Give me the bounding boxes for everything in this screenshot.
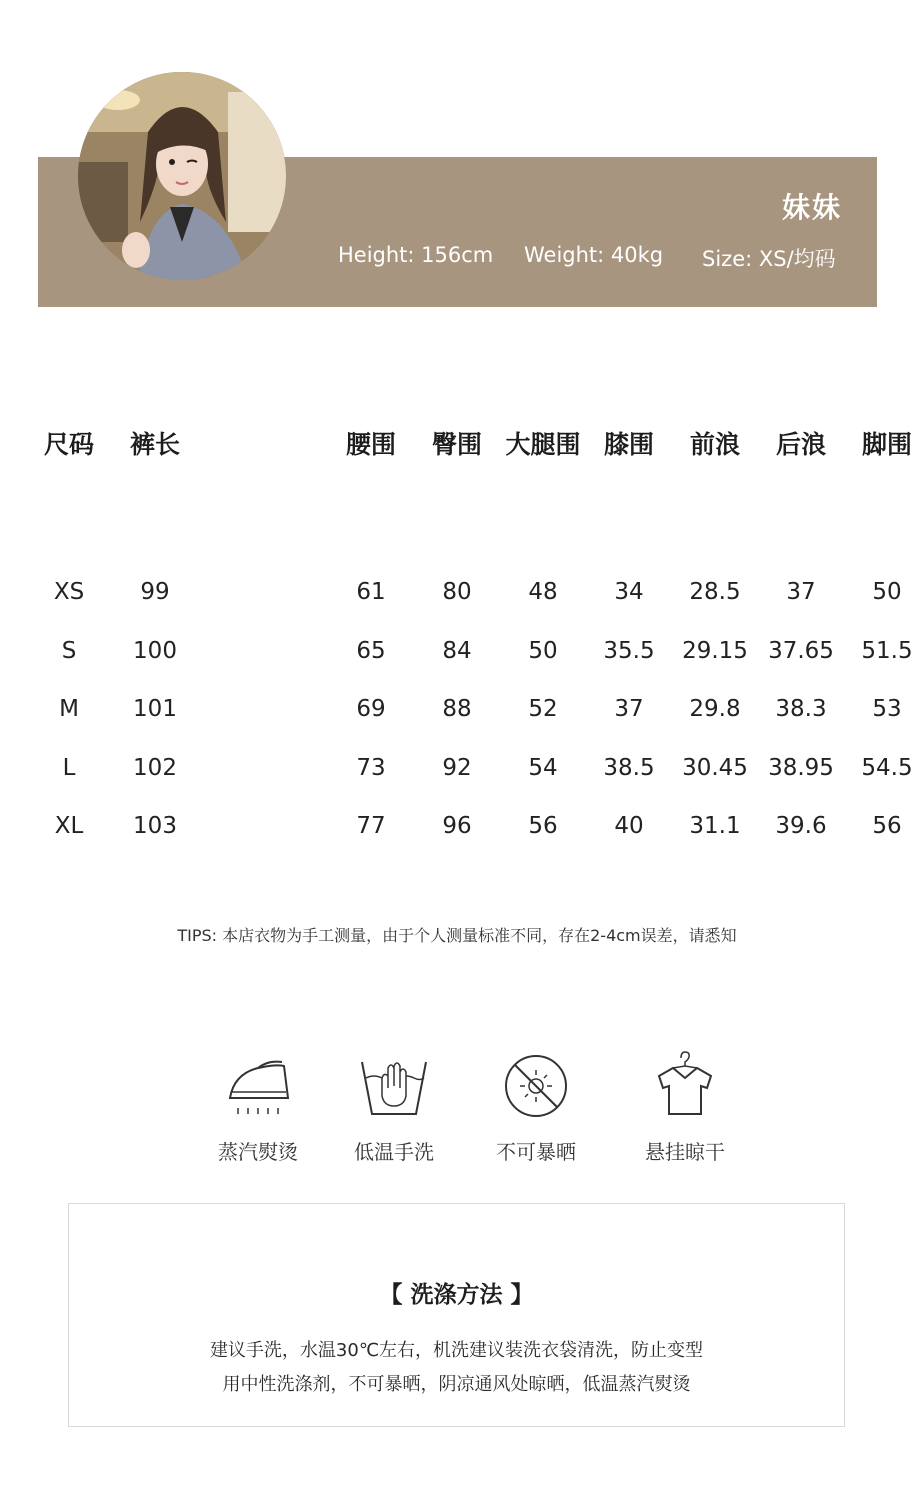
- table-cell: 31.1: [689, 813, 741, 840]
- table-row: [26, 797, 914, 856]
- table-cell-blank: [198, 680, 328, 739]
- table-cell: 65: [356, 637, 386, 664]
- hang-dry-icon: [645, 1048, 725, 1120]
- header-knee: 膝围: [603, 430, 654, 459]
- table-cell: 88: [442, 696, 472, 723]
- header-blank: [198, 422, 328, 464]
- table-cell: 38.3: [775, 696, 827, 723]
- table-cell: 54: [528, 754, 558, 781]
- washing-line-1: 建议手洗，水温30℃左右，机洗建议装洗衣袋清洗，防止变型: [209, 1340, 704, 1361]
- table-cell-blank: [198, 622, 328, 681]
- table-cell: S: [61, 637, 77, 664]
- care-label: 不可暴晒: [496, 1140, 576, 1164]
- care-item-no-sun: [471, 1048, 601, 1165]
- table-row: [26, 563, 914, 622]
- table-cell: 103: [133, 813, 177, 840]
- table-row: [26, 739, 914, 798]
- table-cell: 80: [442, 579, 472, 606]
- header-back-rise: 后浪: [775, 430, 826, 459]
- header-length: 裤长: [129, 430, 180, 459]
- header-size: 尺码: [43, 430, 94, 459]
- table-cell: 56: [872, 813, 902, 840]
- table-cell: 50: [872, 579, 902, 606]
- care-item-steam-iron: [193, 1048, 323, 1165]
- table-cell: 73: [356, 754, 386, 781]
- table-cell: 102: [133, 754, 177, 781]
- table-cell: 84: [442, 637, 472, 664]
- table-cell: L: [62, 754, 76, 781]
- table-row: [26, 622, 914, 681]
- table-cell: 101: [133, 696, 177, 723]
- table-cell: 61: [356, 579, 386, 606]
- model-name: 妹妹: [781, 191, 842, 224]
- table-cell: 99: [140, 579, 170, 606]
- table-cell: 53: [872, 696, 902, 723]
- table-cell: 34: [614, 579, 644, 606]
- table-cell-blank: [198, 797, 328, 856]
- table-cell-blank: [198, 739, 328, 798]
- no-sun-icon: [496, 1048, 576, 1120]
- table-cell: 38.5: [603, 754, 655, 781]
- table-cell: 28.5: [689, 579, 741, 606]
- table-cell: 37: [786, 579, 816, 606]
- table-cell: 56: [528, 813, 558, 840]
- table-cell: 48: [528, 579, 558, 606]
- model-weight: Weight: 40kg: [524, 243, 664, 267]
- table-cell: 37.65: [768, 637, 834, 664]
- table-cell: 92: [442, 754, 472, 781]
- table-cell: 37: [614, 696, 644, 723]
- table-cell-blank: [198, 563, 328, 622]
- table-cell: 96: [442, 813, 472, 840]
- tips-note: TIPS: 本店衣物为手工测量，由于个人测量标准不同，存在2-4cm误差，请悉知: [177, 926, 737, 945]
- table-cell: XL: [54, 813, 84, 840]
- table-cell: 54.5: [861, 754, 913, 781]
- table-row: [26, 680, 914, 739]
- care-item-hand-wash: [329, 1048, 459, 1165]
- table-cell: 29.15: [682, 637, 748, 664]
- table-cell: 38.95: [768, 754, 834, 781]
- table-cell: 77: [356, 813, 386, 840]
- care-item-hang-dry: [620, 1048, 750, 1165]
- size-chart-table: [26, 422, 914, 856]
- washing-title: 【 洗涤方法 】: [379, 1282, 534, 1308]
- model-size: Size: XS/均码: [702, 247, 836, 271]
- header-leg-opening: 脚围: [861, 430, 912, 459]
- table-cell: 51.5: [861, 637, 913, 664]
- table-cell: 30.45: [682, 754, 748, 781]
- table-cell: 39.6: [775, 813, 827, 840]
- model-photo: [78, 72, 286, 280]
- header-thigh: 大腿围: [505, 430, 581, 459]
- steam-iron-icon: [218, 1048, 298, 1120]
- table-cell: 50: [528, 637, 558, 664]
- size-table-header-row: [26, 422, 914, 464]
- table-cell: 69: [356, 696, 386, 723]
- table-cell: 52: [528, 696, 558, 723]
- table-cell: XS: [53, 579, 85, 606]
- model-height: Height: 156cm: [338, 243, 494, 267]
- header-hip: 臀围: [431, 430, 482, 459]
- washing-line-2: 用中性洗涤剂，不可暴晒，阴凉通风处晾晒，低温蒸汽熨烫: [222, 1374, 691, 1395]
- washing-instructions-box: [68, 1203, 845, 1427]
- hand-wash-icon: [354, 1048, 434, 1120]
- care-label: 悬挂晾干: [645, 1140, 725, 1164]
- table-cell: 29.8: [689, 696, 741, 723]
- table-cell: 35.5: [603, 637, 655, 664]
- care-label: 低温手洗: [354, 1140, 434, 1164]
- care-label: 蒸汽熨烫: [218, 1140, 298, 1164]
- table-spacer: [26, 464, 914, 563]
- table-cell: 100: [133, 637, 177, 664]
- table-cell: 40: [614, 813, 644, 840]
- table-cell: M: [59, 696, 79, 723]
- header-waist: 腰围: [345, 430, 396, 459]
- header-front-rise: 前浪: [689, 430, 740, 459]
